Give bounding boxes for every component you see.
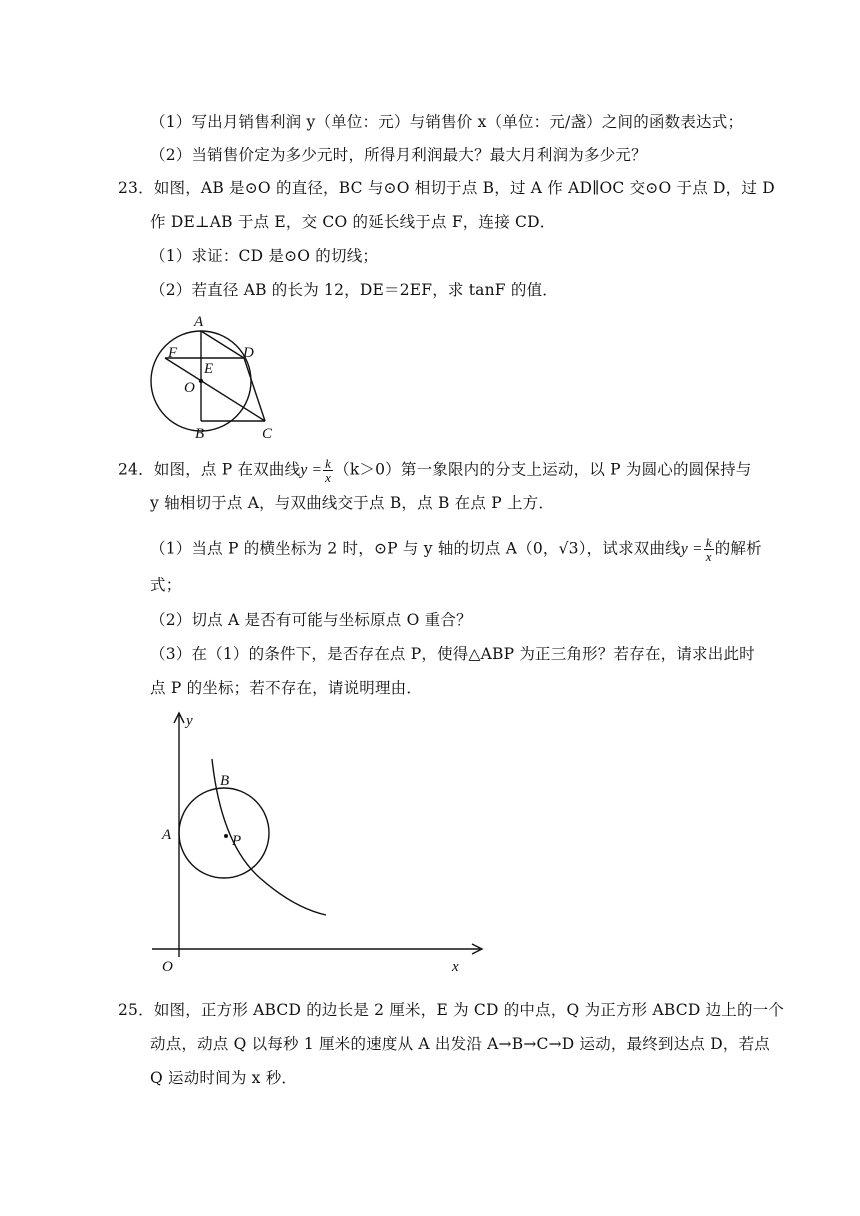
fraction-denominator-2: x bbox=[705, 549, 712, 564]
label-f: F bbox=[168, 345, 178, 361]
label-o: O bbox=[184, 380, 195, 396]
fraction-numerator: k bbox=[325, 456, 332, 471]
label-b: B bbox=[195, 426, 205, 442]
hyperbola-lhs: y = bbox=[300, 461, 323, 479]
label-e: E bbox=[204, 361, 214, 377]
q22-sub2: （2）当销售价定为多少元时，所得月利润最大？最大月利润为多少元？ bbox=[150, 146, 647, 164]
q25-stem-line3: Q 运动时间为 x 秒． bbox=[150, 1069, 298, 1087]
point-p bbox=[224, 834, 228, 838]
q24-stem-line2: y 轴相切于点 A，与双曲线交于点 B，点 B 在点 P 上方． bbox=[150, 494, 555, 512]
q24-sub3-line1: （3）在（1）的条件下，是否存在点 P，使得△ABP 为正三角形？若存在，请求出此时 bbox=[150, 645, 755, 663]
label-p: P bbox=[232, 833, 242, 849]
q24-stem-text-a: 24．如图，点 P 在双曲线 bbox=[118, 460, 301, 479]
segment-ad bbox=[201, 331, 244, 358]
hyperbola-fraction-2 bbox=[704, 536, 714, 563]
q25-stem-line2: 动点，动点 Q 以每秒 1 厘米的速度从 A 出发沿 A→B→C→D 运动，最终到达点 D，若点 bbox=[150, 1035, 770, 1053]
fraction-numerator-2: k bbox=[705, 535, 712, 550]
label-y: y bbox=[186, 713, 193, 729]
q23-sub2: （2）若直径 AB 的长为 12，DE＝2EF，求 tanF 的值． bbox=[150, 281, 558, 299]
q24-sub1-text-b: 的解析 bbox=[714, 539, 762, 558]
label-c: C bbox=[262, 426, 273, 442]
label-origin: O bbox=[162, 959, 173, 975]
q24-sub1-text-a: （1）当点 P 的横坐标为 2 时，⊙P 与 y 轴的切点 A（0，√3），试求双曲线 bbox=[150, 539, 681, 558]
q23-sub1: （1）求证：CD 是⊙O 的切线； bbox=[150, 247, 379, 265]
q22-sub1: （1）写出月销售利润 y（单位：元）与销售价 x（单位：元/盏）之间的函数表达式； bbox=[150, 113, 744, 131]
q24-stem-text-b: （k＞0）第一象限内的分支上运动，以 P 为圆心的圆保持与 bbox=[334, 460, 752, 479]
label-d: D bbox=[243, 345, 254, 361]
fraction-denominator: x bbox=[325, 470, 332, 485]
q23-stem-line1: 23．如图，AB 是⊙O 的直径，BC 与⊙O 相切于点 B，过 A 作 AD∥OC 交⊙O 于点 D，过 D bbox=[118, 179, 775, 197]
label-x: x bbox=[452, 959, 459, 975]
label-b: B bbox=[220, 773, 230, 789]
q24-sub3-line2: 点 P 的坐标；若不存在，请说明理由． bbox=[150, 679, 423, 697]
label-a: A bbox=[194, 314, 204, 330]
q24-coordinate-figure bbox=[148, 705, 493, 980]
q24-sub1-cont: 式； bbox=[150, 576, 182, 594]
hyperbola-fraction bbox=[323, 457, 333, 484]
segment-dc bbox=[244, 358, 265, 421]
q23-stem-line2: 作 DE⊥AB 于点 E，交 CO 的延长线于点 F，连接 CD． bbox=[150, 213, 556, 231]
q24-sub2: （2）切点 A 是否有可能与坐标原点 O 重合？ bbox=[150, 611, 472, 629]
label-a: A bbox=[162, 827, 172, 843]
q24-sub1 bbox=[150, 536, 762, 563]
q23-circle-figure bbox=[140, 308, 290, 443]
hyperbola-lhs-2: y = bbox=[680, 540, 703, 558]
q24-stem-line1 bbox=[118, 457, 751, 484]
q25-stem-line1: 25．如图，正方形 ABCD 的边长是 2 厘米，E 为 CD 的中点，Q 为正方形 ABCD 边上的一个 bbox=[118, 1001, 785, 1019]
center-point-o bbox=[199, 379, 203, 383]
circle-p bbox=[179, 788, 269, 878]
